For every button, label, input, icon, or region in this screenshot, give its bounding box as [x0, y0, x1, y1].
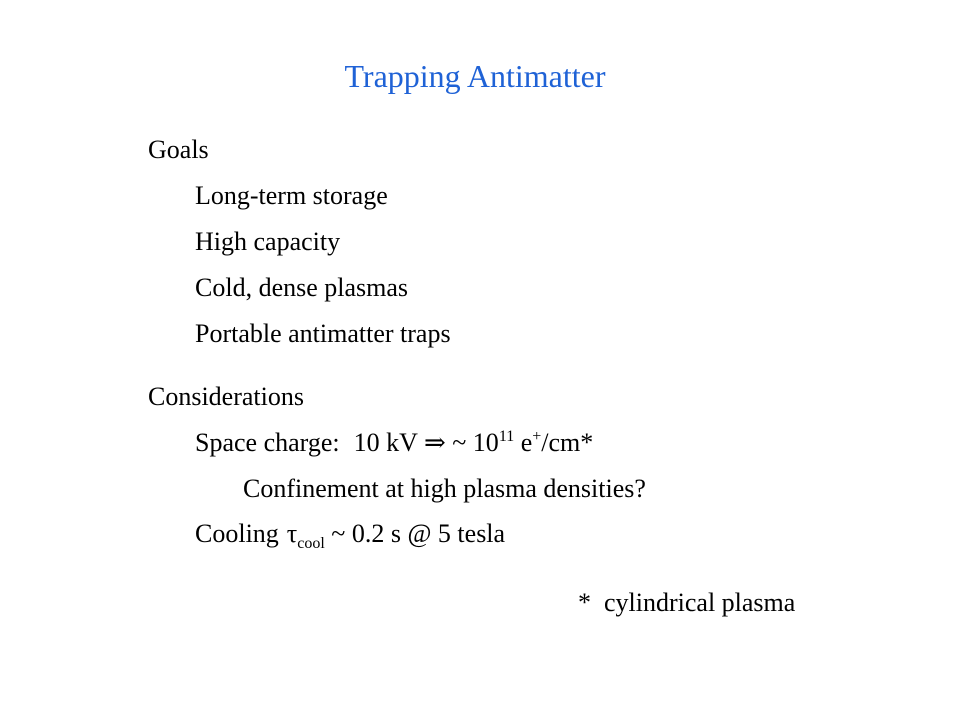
space-charge-unit: /cm* [541, 428, 594, 457]
considerations-heading: Considerations [148, 382, 304, 411]
space-charge-voltage: 10 kV [353, 428, 418, 457]
goals-heading: Goals [148, 135, 209, 164]
implies-arrow-icon: ⇒ [423, 428, 446, 457]
space-charge-approx: ~ 10 [452, 428, 499, 457]
cooling-value: ~ 0.2 s @ 5 tesla [331, 519, 506, 548]
confinement-line: Confinement at high plasma densities? [243, 474, 646, 503]
space-charge-label: Space charge: [195, 428, 340, 457]
goal-item-plasmas: Cold, dense plasmas [195, 273, 409, 302]
space-charge-exponent: 11 [498, 428, 515, 445]
tau-symbol: τ [286, 519, 298, 548]
space-charge-line [195, 430, 593, 456]
goal-item-portable: Portable antimatter traps [195, 319, 451, 348]
cooling-line [195, 519, 506, 552]
footnote: * cylindrical plasma [578, 588, 796, 617]
cooling-label: Cooling [195, 519, 279, 548]
cooling-subscript: cool [297, 535, 325, 552]
goal-item-capacity: High capacity [195, 227, 341, 256]
space-charge-particle: e [520, 428, 533, 457]
space-charge-sign: + [532, 428, 542, 445]
slide-title: Trapping Antimatter [344, 58, 606, 94]
goal-item-storage: Long-term storage [195, 181, 388, 210]
